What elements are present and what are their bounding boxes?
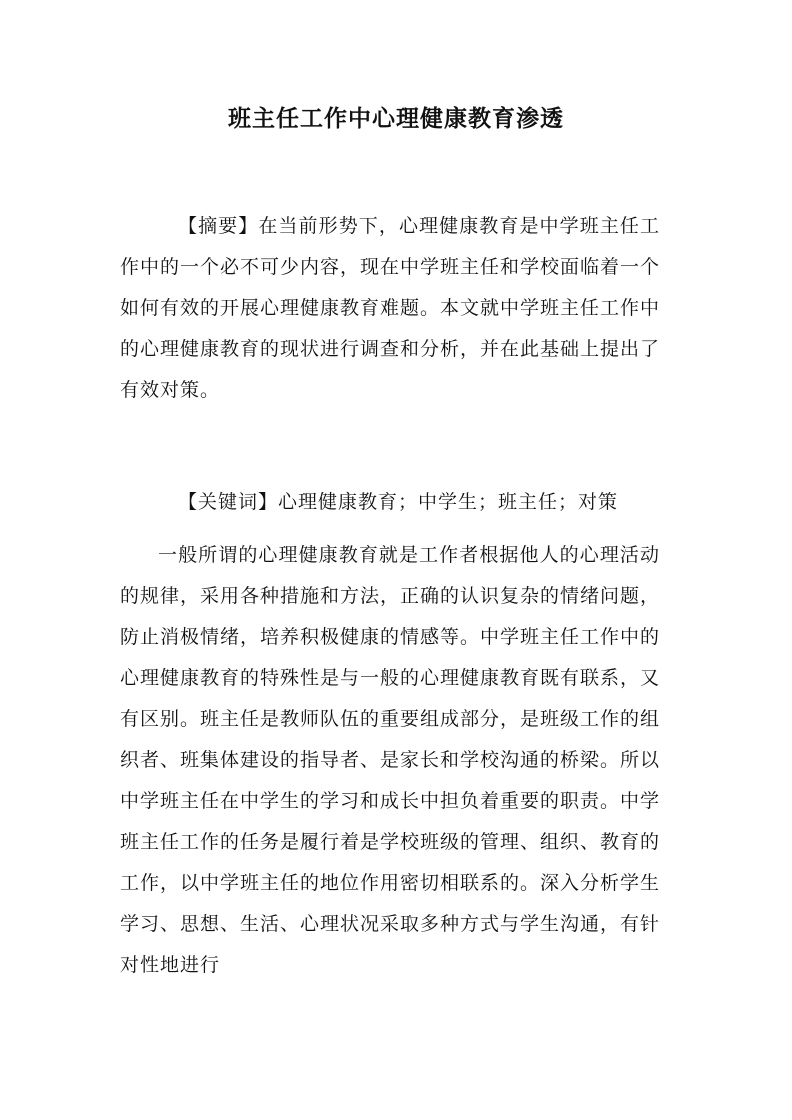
body-paragraph: 一般所谓的心理健康教育就是工作者根据他人的心理活动的规律，采用各种措施和方法，正确的认识复杂的情绪问题，防止消极情绪，培养积极健康的情感等。中学班主任工作中的心理健康教育的特殊性是与一般的心理健康教育既有联系，又有区别。班主任是教师队伍的重要组成部分，是班级工作的组织者、班集体建设的指导者、是家长和学校沟通的桥梁。所以中学班主任在中学生的学习和成长中担负着重要的职责。中学班主任工作的任务是履行着是学校班级的管理、组织、教育的工作，以中学班主任的地位作用密切相联系的。深入分析学生学习、思想、生活、心理状况采取多种方式与学生沟通，有针对性地进行 [120,544,661,976]
keywords-paragraph: 【关键词】心理健康教育；中学生；班主任；对策 [178,491,619,513]
document-title: 班主任工作中心理健康教育渗透 [228,105,564,132]
abstract-paragraph: 【摘要】在当前形势下，心理健康教育是中学班主任工作中的一个必不可少内容，现在中学班主任和学校面临着一个如何有效的开展心理健康教育难题。本文就中学班主任工作中的心理健康教育的现状进行调查和分析，并在此基础上提出了有效对策。 [120,215,661,401]
